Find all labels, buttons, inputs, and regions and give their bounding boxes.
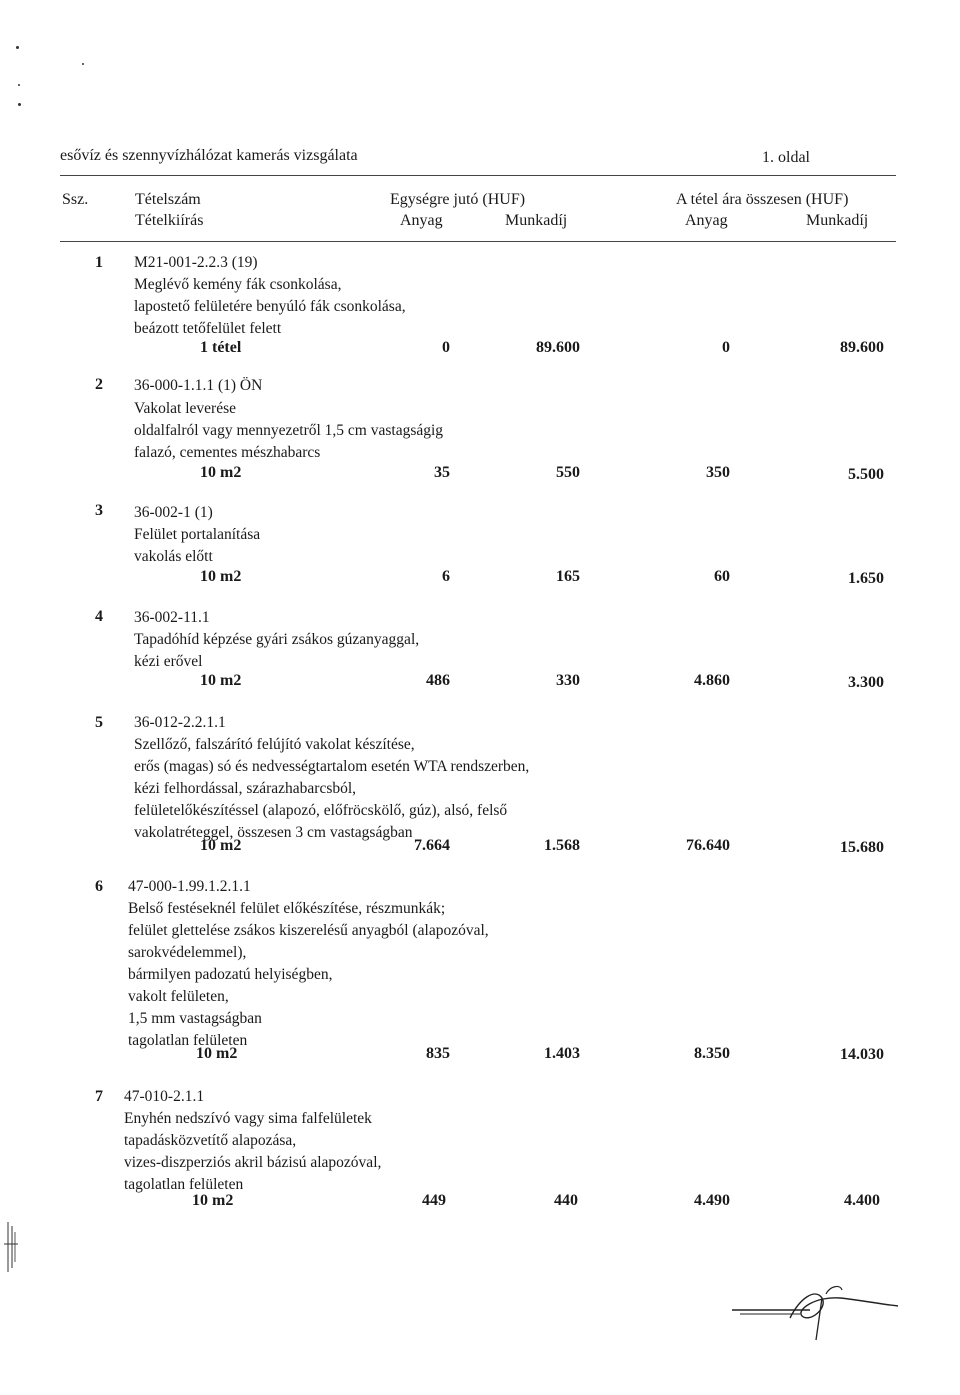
scan-speck bbox=[82, 63, 84, 65]
item-description-line: vizes-diszperziós akril bázisú alapozóval, bbox=[124, 1154, 382, 1171]
item-description-line: Tapadóhíd képzése gyári zsákos gúzanyaggal, bbox=[134, 631, 420, 648]
total-munkadij-value: 14.030 bbox=[840, 1046, 884, 1063]
scan-speck bbox=[16, 46, 19, 49]
total-munkadij-value: 4.400 bbox=[844, 1192, 880, 1209]
item-description-line: tapadásközvetítő alapozása, bbox=[124, 1132, 297, 1149]
unit-anyag-value: 449 bbox=[422, 1192, 446, 1209]
item-description-line: beázott tetőfelület felett bbox=[134, 320, 282, 337]
col-unit-price: Egységre jutó (HUF) bbox=[390, 191, 526, 208]
item-description-line: Felület portalanítása bbox=[134, 526, 261, 543]
column-header-rule bbox=[60, 241, 896, 242]
col-tetelkiiras: Tételkiírás bbox=[135, 212, 204, 229]
item-number: 3 bbox=[95, 502, 103, 519]
item-description-line: kézi felhordással, szárazhabarcsból, bbox=[134, 780, 357, 797]
header-rule bbox=[60, 175, 896, 176]
col-total-anyag: Anyag bbox=[685, 212, 728, 229]
item-description-line: Belső festéseknél felület előkészítése, részmunkák; bbox=[128, 900, 446, 917]
item-quantity: 10 m2 bbox=[196, 1045, 238, 1062]
item-description-line: felületelőkészítéssel (alapozó, előfröcskölő, gúz), alsó, felső bbox=[134, 802, 508, 819]
total-munkadij-value: 89.600 bbox=[840, 339, 884, 356]
item-description-line: erős (magas) só és nedvességtartalom esetén WTA rendszerben, bbox=[134, 758, 530, 775]
item-number: 1 bbox=[95, 254, 103, 271]
total-anyag-value: 0 bbox=[722, 339, 730, 356]
item-quantity: 10 m2 bbox=[200, 568, 242, 585]
total-anyag-value: 4.490 bbox=[694, 1192, 730, 1209]
total-munkadij-value: 3.300 bbox=[848, 674, 884, 691]
item-description-line: Meglévő kemény fák csonkolása, bbox=[134, 276, 342, 293]
item-quantity: 10 m2 bbox=[192, 1192, 234, 1209]
document-title: esővíz és szennyvízhálózat kamerás vizsgálata bbox=[60, 147, 358, 164]
item-description-line: bármilyen padozatú helyiségben, bbox=[128, 966, 333, 983]
signature-icon bbox=[730, 1268, 900, 1348]
unit-anyag-value: 6 bbox=[442, 568, 450, 585]
item-number: 2 bbox=[95, 376, 103, 393]
item-description-line: vakolt felületen, bbox=[128, 988, 229, 1005]
item-code: 36-002-11.1 bbox=[134, 609, 210, 626]
item-quantity: 10 m2 bbox=[200, 464, 242, 481]
unit-anyag-value: 7.664 bbox=[414, 837, 450, 854]
item-code: 36-002-1 (1) bbox=[134, 504, 213, 521]
unit-munkadij-value: 440 bbox=[554, 1192, 578, 1209]
unit-anyag-value: 35 bbox=[434, 464, 450, 481]
item-code: M21-001-2.2.3 (19) bbox=[134, 254, 258, 271]
item-description-line: falazó, cementes mészhabarcs bbox=[134, 444, 321, 461]
unit-munkadij-value: 1.403 bbox=[544, 1045, 580, 1062]
item-description-line: kézi erővel bbox=[134, 653, 203, 670]
item-description-line: lapostető felületére benyúló fák csonkolása, bbox=[134, 298, 406, 315]
item-quantity: 1 tétel bbox=[200, 339, 242, 356]
item-code: 36-012-2.2.1.1 bbox=[134, 714, 226, 731]
item-number: 5 bbox=[95, 714, 103, 731]
col-tetelszam: Tételszám bbox=[135, 191, 201, 208]
item-description-line: tagolatlan felületen bbox=[128, 1032, 248, 1049]
item-description-line: vakolás előtt bbox=[134, 548, 213, 565]
unit-anyag-value: 486 bbox=[426, 672, 450, 689]
total-munkadij-value: 1.650 bbox=[848, 570, 884, 587]
unit-anyag-value: 835 bbox=[426, 1045, 450, 1062]
col-unit-munkadij: Munkadíj bbox=[505, 212, 568, 229]
col-total-price: A tétel ára összesen (HUF) bbox=[676, 191, 849, 208]
item-code: 47-000-1.99.1.2.1.1 bbox=[128, 878, 251, 895]
item-description-line: vakolatréteggel, összesen 3 cm vastagságban bbox=[134, 824, 413, 841]
total-anyag-value: 8.350 bbox=[694, 1045, 730, 1062]
item-quantity: 10 m2 bbox=[200, 837, 242, 854]
item-description-line: Vakolat leverése bbox=[134, 400, 236, 417]
unit-munkadij-value: 550 bbox=[556, 464, 580, 481]
item-description-line: oldalfalról vagy mennyezetről 1,5 cm vastagságig bbox=[134, 422, 444, 439]
item-number: 6 bbox=[95, 878, 103, 895]
scan-speck bbox=[18, 103, 21, 106]
item-quantity: 10 m2 bbox=[200, 672, 242, 689]
item-description-line: tagolatlan felületen bbox=[124, 1176, 244, 1193]
page-number: 1. oldal bbox=[762, 149, 810, 166]
item-description-line: Szellőző, falszárító felújító vakolat készítése, bbox=[134, 736, 415, 753]
unit-anyag-value: 0 bbox=[442, 339, 450, 356]
total-anyag-value: 350 bbox=[706, 464, 730, 481]
scan-speck bbox=[18, 84, 20, 86]
total-anyag-value: 60 bbox=[714, 568, 730, 585]
total-anyag-value: 4.860 bbox=[694, 672, 730, 689]
binding-mark bbox=[2, 1222, 20, 1272]
total-anyag-value: 76.640 bbox=[686, 837, 730, 854]
item-number: 7 bbox=[95, 1088, 103, 1105]
col-unit-anyag: Anyag bbox=[400, 212, 443, 229]
col-ssz: Ssz. bbox=[62, 191, 89, 208]
item-number: 4 bbox=[95, 608, 103, 625]
unit-munkadij-value: 330 bbox=[556, 672, 580, 689]
unit-munkadij-value: 1.568 bbox=[544, 837, 580, 854]
total-munkadij-value: 15.680 bbox=[840, 839, 884, 856]
item-code: 36-000-1.1.1 (1) ÖN bbox=[134, 377, 263, 394]
item-description-line: felület glettelése zsákos kiszerelésű anyagból (alapozóval, bbox=[128, 922, 489, 939]
item-description-line: Enyhén nedszívó vagy sima falfelületek bbox=[124, 1110, 372, 1127]
unit-munkadij-value: 165 bbox=[556, 568, 580, 585]
unit-munkadij-value: 89.600 bbox=[536, 339, 580, 356]
item-description-line: sarokvédelemmel), bbox=[128, 944, 247, 961]
item-code: 47-010-2.1.1 bbox=[124, 1088, 205, 1105]
item-description-line: 1,5 mm vastagságban bbox=[128, 1010, 262, 1027]
col-total-munkadij: Munkadíj bbox=[806, 212, 869, 229]
total-munkadij-value: 5.500 bbox=[848, 466, 884, 483]
